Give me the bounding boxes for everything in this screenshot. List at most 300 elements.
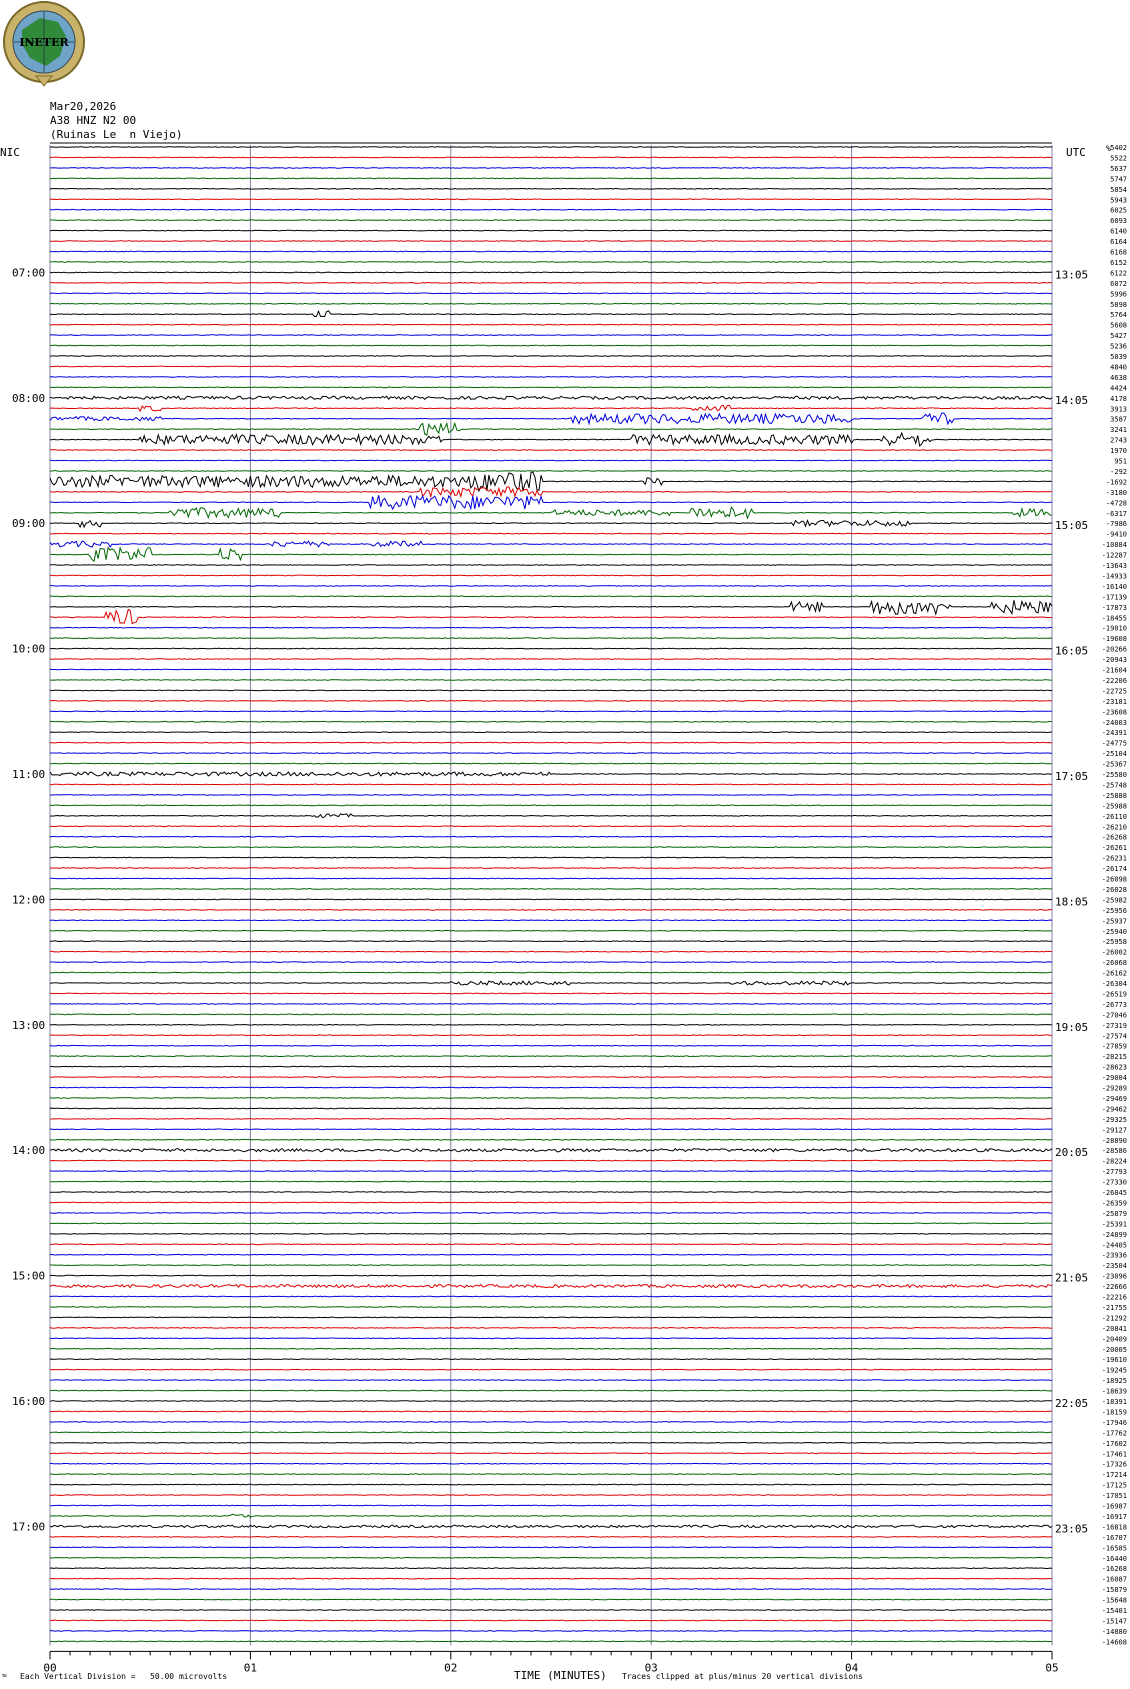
trace-offset-label: 5608 <box>1110 321 1127 330</box>
trace-line <box>50 1474 1052 1475</box>
trace-line <box>50 951 1052 952</box>
trace-line <box>50 805 1052 806</box>
trace-offset-label: 5898 <box>1110 300 1127 309</box>
trace-offset-label: -17326 <box>1101 1460 1127 1469</box>
trace-line <box>50 495 1052 509</box>
trace-offset-label: -17214 <box>1101 1471 1127 1480</box>
trace-offset-label: -17461 <box>1101 1450 1127 1459</box>
trace-offset-label: -26231 <box>1101 854 1127 863</box>
trace-line <box>50 993 1052 994</box>
trace-offset-label: -27793 <box>1101 1168 1127 1177</box>
trace-line <box>50 345 1052 346</box>
trace-line <box>50 1547 1052 1548</box>
trace-offset-label: 6072 <box>1110 279 1127 288</box>
trace-offset-label: -17051 <box>1101 1492 1127 1501</box>
trace-offset-label: -17762 <box>1101 1429 1127 1438</box>
trace-offset-label: 4638 <box>1110 373 1127 382</box>
logo-text: INETER <box>19 36 69 49</box>
trace-offset-label: 3587 <box>1110 415 1127 424</box>
trace-line <box>50 471 1052 472</box>
trace-offset-label: 5943 <box>1110 196 1127 205</box>
trace-line <box>50 1443 1052 1444</box>
trace-line <box>50 283 1052 284</box>
left-timezone-label: NIC <box>0 146 20 159</box>
trace-line <box>50 648 1052 649</box>
trace-offset-label: -26002 <box>1101 948 1127 957</box>
trace-offset-label: -27046 <box>1101 1011 1127 1020</box>
trace-line <box>50 460 1052 461</box>
right-time-label: 17:05 <box>1055 770 1089 783</box>
trace-offset-label: -19608 <box>1101 635 1127 644</box>
trace-line <box>50 1004 1052 1005</box>
trace-line <box>50 472 1052 491</box>
trace-offset-label: -28224 <box>1101 1157 1127 1166</box>
trace-offset-label: -26773 <box>1101 1000 1127 1009</box>
trace-offset-label: 2743 <box>1110 436 1127 445</box>
trace-offset-label: -7986 <box>1105 520 1127 529</box>
trace-line <box>50 1599 1052 1600</box>
trace-offset-label: -29325 <box>1101 1115 1127 1124</box>
trace-line <box>50 868 1052 869</box>
trace-line <box>50 763 1052 764</box>
trace-line <box>50 293 1052 294</box>
trace-line <box>50 1066 1052 1067</box>
trace-line <box>50 627 1052 628</box>
trace-offset-label: -25956 <box>1101 906 1127 915</box>
trace-offset-label: -15401 <box>1101 1607 1127 1615</box>
trace-offset-label: -26068 <box>1101 959 1127 968</box>
trace-line <box>50 1348 1052 1349</box>
trace-line <box>50 1202 1052 1203</box>
trace-offset-label: -16585 <box>1101 1544 1127 1553</box>
trace-line <box>50 520 1052 527</box>
trace-line <box>50 450 1052 451</box>
trace-offset-label: -28623 <box>1101 1063 1127 1072</box>
trace-line <box>50 711 1052 712</box>
trace-line <box>50 1035 1052 1036</box>
trace-offset-label: 6122 <box>1110 269 1127 278</box>
trace-line <box>50 772 1052 776</box>
trace-offset-label: 5996 <box>1110 290 1127 299</box>
trace-line <box>50 548 1052 562</box>
left-time-label: 13:00 <box>12 1018 46 1032</box>
trace-offset-label: -14608 <box>1101 1638 1127 1647</box>
trace-offset-label: 5522 <box>1110 154 1127 163</box>
trace-offset-label: -26845 <box>1101 1189 1127 1197</box>
trace-line <box>50 396 1052 399</box>
trace-line <box>50 1359 1052 1360</box>
trace-offset-label: -16440 <box>1101 1554 1127 1563</box>
trace-line <box>50 962 1052 963</box>
right-timezone-label: UTC <box>1066 146 1086 159</box>
trace-offset-label: -13643 <box>1101 562 1127 570</box>
trace-line <box>50 241 1052 242</box>
trace-line <box>50 1620 1052 1621</box>
trace-line <box>50 930 1052 931</box>
trace-line <box>50 1285 1052 1288</box>
trace-offset-label: -22216 <box>1101 1293 1127 1302</box>
trace-offset-label: -18455 <box>1101 614 1127 623</box>
trace-offset-label: -28215 <box>1101 1053 1127 1062</box>
trace-offset-label: -26304 <box>1101 980 1127 988</box>
trace-offset-label: -26162 <box>1101 969 1127 978</box>
chart-date: Mar20,2026 <box>50 100 117 113</box>
trace-offset-label: -25104 <box>1101 750 1127 759</box>
trace-offset-label: -22725 <box>1101 687 1127 696</box>
trace-offset-label: -26261 <box>1101 844 1127 853</box>
trace-offset-label: -17139 <box>1101 593 1127 602</box>
trace-line <box>50 433 1052 446</box>
trace-offset-label: -23096 <box>1101 1272 1127 1281</box>
trace-offset-label: 5637 <box>1110 164 1127 173</box>
trace-offset-label: -28586 <box>1101 1147 1127 1156</box>
left-time-label: 08:00 <box>12 391 46 405</box>
trace-offset-label: -16987 <box>1101 1502 1127 1511</box>
trace-line <box>50 753 1052 754</box>
trace-line <box>50 981 1052 985</box>
trace-line <box>50 1213 1052 1214</box>
left-time-label: 16:00 <box>12 1395 46 1408</box>
trace-offset-label: -27574 <box>1101 1032 1127 1041</box>
trace-offset-label: -27319 <box>1101 1021 1127 1030</box>
trace-line <box>50 1525 1052 1527</box>
trace-offset-label: -19010 <box>1101 624 1127 633</box>
trace-offset-label: -3180 <box>1105 488 1127 497</box>
trace-line <box>50 878 1052 879</box>
left-time-label: 12:00 <box>12 893 46 907</box>
trace-line <box>50 324 1052 325</box>
trace-offset-label: -25879 <box>1101 1209 1127 1218</box>
trace-line <box>50 1056 1052 1057</box>
trace-offset-label: -24405 <box>1101 1241 1127 1250</box>
trace-offset-label: -28890 <box>1101 1136 1127 1145</box>
trace-offset-label: -20841 <box>1101 1324 1127 1333</box>
trace-line <box>50 1328 1052 1329</box>
right-time-label: 18:05 <box>1055 895 1089 909</box>
trace-line <box>50 1495 1052 1496</box>
trace-line <box>50 1254 1052 1255</box>
trace-line <box>50 889 1052 890</box>
trace-line <box>50 1578 1052 1579</box>
trace-line <box>50 1025 1052 1026</box>
trace-line <box>50 826 1052 827</box>
trace-offset-label: -15147 <box>1101 1617 1127 1626</box>
trace-offset-label: 4178 <box>1110 394 1127 403</box>
trace-offset-label: -23608 <box>1101 708 1127 717</box>
trace-line <box>50 680 1052 681</box>
trace-offset-label: -21755 <box>1101 1303 1127 1312</box>
trace-line <box>50 586 1052 587</box>
trace-offset-label: -25988 <box>1101 802 1127 811</box>
trace-offset-label: 951 <box>1114 457 1127 466</box>
trace-line <box>50 1129 1052 1130</box>
footer-symbol: ≈ <box>2 1671 7 1680</box>
trace-offset-label: -16087 <box>1101 1575 1127 1584</box>
trace-line <box>50 311 1052 317</box>
trace-line <box>50 1160 1052 1161</box>
trace-offset-label: 5427 <box>1110 332 1127 341</box>
right-time-label: 23:05 <box>1055 1522 1089 1536</box>
trace-offset-label: -26174 <box>1101 865 1127 874</box>
trace-line <box>50 189 1052 190</box>
left-time-label: 17:00 <box>12 1520 46 1534</box>
trace-line <box>50 857 1052 858</box>
trace-offset-label: -25888 <box>1101 791 1127 800</box>
trace-offset-label: 6152 <box>1110 258 1127 267</box>
trace-line <box>50 1171 1052 1172</box>
trace-line <box>50 1087 1052 1088</box>
trace-line <box>50 972 1052 973</box>
trace-offset-label: -17125 <box>1101 1481 1127 1490</box>
trace-line <box>50 1453 1052 1454</box>
trace-offset-label: -25982 <box>1101 896 1127 905</box>
right-time-label: 19:05 <box>1055 1020 1089 1034</box>
trace-line <box>50 596 1052 597</box>
right-time-label: 20:05 <box>1055 1146 1089 1160</box>
trace-offset-label: -292 <box>1110 467 1127 476</box>
trace-line <box>50 1463 1052 1464</box>
trace-line <box>50 199 1052 200</box>
trace-offset-label: -29469 <box>1101 1094 1127 1103</box>
x-tick-label: 01 <box>243 1661 258 1675</box>
trace-offset-label: -19245 <box>1101 1366 1127 1375</box>
trace-line <box>50 387 1052 388</box>
trace-offset-label: -24899 <box>1101 1230 1127 1239</box>
trace-offset-label: -26359 <box>1101 1199 1127 1208</box>
trace-line <box>50 251 1052 252</box>
right-time-label: 13:05 <box>1055 268 1089 282</box>
trace-line <box>50 784 1052 785</box>
trace-line <box>50 1275 1052 1276</box>
trace-offset-label: 6140 <box>1110 227 1127 236</box>
x-axis-title: TIME (MINUTES) <box>514 1669 607 1682</box>
trace-offset-label: -27859 <box>1101 1042 1127 1051</box>
trace-line <box>50 1119 1052 1120</box>
x-tick-label: 02 <box>444 1661 458 1675</box>
trace-line <box>50 899 1052 900</box>
trace-line <box>50 1265 1052 1266</box>
trace-offset-label: -25940 <box>1101 927 1127 936</box>
trace-line <box>50 1390 1052 1391</box>
left-time-label: 07:00 <box>12 266 46 280</box>
trace-line <box>50 1411 1052 1412</box>
trace-line <box>50 814 1052 818</box>
trace-offset-label: 3913 <box>1110 405 1127 414</box>
trace-offset-label: -16140 <box>1101 582 1127 591</box>
trace-offset-label: -23504 <box>1101 1262 1127 1271</box>
trace-line <box>50 795 1052 796</box>
trace-offset-label: -26210 <box>1101 823 1127 832</box>
trace-offset-label: -21292 <box>1101 1314 1127 1323</box>
trace-offset-label: 4840 <box>1110 363 1127 372</box>
trace-offset-label: -25937 <box>1101 917 1127 926</box>
trace-line <box>50 721 1052 722</box>
trace-line <box>50 1296 1052 1297</box>
trace-offset-label: -20409 <box>1101 1335 1127 1344</box>
trace-offset-label: -26110 <box>1101 812 1127 821</box>
trace-offset-label: -24775 <box>1101 739 1127 748</box>
trace-line <box>50 507 1052 518</box>
trace-offset-label: 4424 <box>1110 384 1127 393</box>
trace-offset-label: -16917 <box>1101 1512 1127 1521</box>
trace-line <box>50 405 1052 411</box>
trace-offset-label: -9410 <box>1105 530 1127 539</box>
trace-offset-label: -20943 <box>1101 656 1127 665</box>
trace-offset-label: -25367 <box>1101 760 1127 769</box>
trace-offset-label: -26098 <box>1101 875 1127 884</box>
trace-offset-label: -17873 <box>1101 603 1127 612</box>
trace-offset-label: -16268 <box>1101 1565 1127 1574</box>
trace-line <box>50 836 1052 837</box>
trace-offset-label: -18159 <box>1101 1408 1127 1417</box>
trace-line <box>50 701 1052 702</box>
trace-line <box>50 1244 1052 1245</box>
trace-line <box>50 847 1052 848</box>
trace-line <box>50 178 1052 179</box>
trace-line <box>50 1077 1052 1078</box>
trace-line <box>50 1631 1052 1632</box>
trace-line <box>50 1234 1052 1235</box>
right-time-label: 16:05 <box>1055 644 1089 658</box>
trace-line <box>50 1192 1052 1193</box>
trace-offset-label: -12287 <box>1101 551 1127 560</box>
right-time-label: 22:05 <box>1055 1397 1089 1410</box>
trace-line <box>50 262 1052 263</box>
trace-line <box>50 147 1052 148</box>
trace-offset-label: -15648 <box>1101 1596 1127 1605</box>
trace-line <box>50 272 1052 273</box>
trace-line <box>50 1641 1052 1642</box>
trace-line <box>50 413 1052 424</box>
trace-offset-label: -21604 <box>1101 666 1127 675</box>
trace-offset-label: -23181 <box>1101 697 1127 706</box>
trace-offset-label: -1692 <box>1105 478 1127 487</box>
left-time-label: 09:00 <box>12 517 46 531</box>
right-time-label: 14:05 <box>1055 393 1089 407</box>
trace-line <box>50 541 1052 547</box>
trace-line <box>50 610 1052 624</box>
trace-line <box>50 1338 1052 1339</box>
trace-line <box>50 1307 1052 1308</box>
trace-offset-label: -26268 <box>1101 833 1127 842</box>
trace-offset-label: 1970 <box>1110 447 1127 456</box>
trace-offset-label: -4728 <box>1105 499 1127 508</box>
trace-line <box>50 575 1052 576</box>
trace-offset-label: -29289 <box>1101 1084 1127 1093</box>
station-code: A38 HNZ N2 00 <box>50 114 137 127</box>
trace-offset-label: 6025 <box>1110 206 1127 215</box>
trace-offset-label: 5854 <box>1110 185 1127 194</box>
trace-line <box>50 638 1052 639</box>
trace-offset-label: -18391 <box>1101 1398 1127 1406</box>
trace-offset-label: -18639 <box>1101 1387 1127 1396</box>
trace-line <box>50 1369 1052 1370</box>
x-tick-label: 00 <box>43 1661 57 1675</box>
trace-line <box>50 669 1052 670</box>
trace-offset-label: 5402 <box>1110 144 1127 152</box>
trace-line <box>50 533 1052 534</box>
trace-offset-label: 5039 <box>1110 353 1127 361</box>
trace-line <box>50 1589 1052 1590</box>
trace-offset-label: 5747 <box>1110 175 1127 184</box>
trace-line <box>50 230 1052 231</box>
clip-note: Traces clipped at plus/minus 20 vertical divisions <box>622 1672 863 1681</box>
trace-line <box>50 1401 1052 1402</box>
trace-line <box>50 732 1052 733</box>
trace-offset-label: 6168 <box>1110 248 1127 257</box>
trace-offset-label: -26519 <box>1101 990 1127 999</box>
trace-line <box>50 1223 1052 1224</box>
trace-line <box>50 1181 1052 1182</box>
trace-offset-label: -10884 <box>1101 541 1127 550</box>
trace-offset-label: -22206 <box>1101 676 1127 685</box>
left-time-label: 10:00 <box>12 642 46 656</box>
trace-offset-label: 6164 <box>1110 238 1127 247</box>
trace-line <box>50 366 1052 367</box>
x-tick-label: 04 <box>844 1661 859 1675</box>
trace-line <box>50 303 1052 304</box>
trace-offset-label: -20266 <box>1101 645 1127 654</box>
trace-line <box>50 1139 1052 1140</box>
x-tick-label: 05 <box>1045 1661 1059 1675</box>
scale-note: Each Vertical Division = 50.00 microvolts <box>20 1672 228 1681</box>
trace-line <box>50 335 1052 336</box>
trace-line <box>50 659 1052 660</box>
x-tick-label: 03 <box>644 1661 658 1675</box>
trace-offset-label: -16707 <box>1101 1533 1127 1542</box>
trace-line <box>50 1537 1052 1538</box>
trace-offset-label: 3241 <box>1110 426 1127 435</box>
trace-offset-label: -23936 <box>1101 1251 1127 1260</box>
trace-line <box>50 487 1052 497</box>
trace-line <box>50 1380 1052 1381</box>
trace-offset-label: -25748 <box>1101 781 1127 790</box>
trace-offset-label: -29127 <box>1101 1126 1127 1135</box>
trace-line <box>50 910 1052 911</box>
trace-offset-label: 6093 <box>1110 217 1127 226</box>
trace-offset-label: -25391 <box>1101 1220 1127 1229</box>
trace-line <box>50 1045 1052 1046</box>
trace-line <box>50 1484 1052 1485</box>
trace-offset-label: -20005 <box>1101 1345 1127 1354</box>
trace-offset-label: -25580 <box>1101 771 1127 779</box>
offset-header-label: % <box>1106 144 1111 153</box>
trace-line <box>50 1432 1052 1433</box>
trace-offset-label: -14880 <box>1101 1627 1127 1636</box>
trace-line <box>50 1014 1052 1015</box>
trace-line <box>50 1568 1052 1569</box>
trace-line <box>50 1505 1052 1506</box>
trace-line <box>50 1149 1052 1152</box>
trace-offset-label: -14933 <box>1101 572 1127 581</box>
trace-offset-label: -17946 <box>1101 1418 1127 1427</box>
station-location: (Ruinas Le n Viejo) <box>50 128 183 141</box>
trace-line <box>50 1317 1052 1318</box>
trace-line <box>50 168 1052 169</box>
trace-offset-label: 5764 <box>1110 311 1127 320</box>
trace-line <box>50 690 1052 691</box>
trace-offset-label: -25958 <box>1101 938 1127 947</box>
trace-offset-label: -22666 <box>1101 1283 1127 1292</box>
trace-line <box>50 600 1052 614</box>
trace-line <box>50 209 1052 210</box>
trace-line <box>50 220 1052 221</box>
trace-offset-label: -27330 <box>1101 1178 1127 1187</box>
right-time-label: 21:05 <box>1055 1271 1089 1285</box>
trace-offset-label: -24003 <box>1101 718 1127 727</box>
trace-line <box>50 1610 1052 1611</box>
trace-line <box>50 1422 1052 1423</box>
